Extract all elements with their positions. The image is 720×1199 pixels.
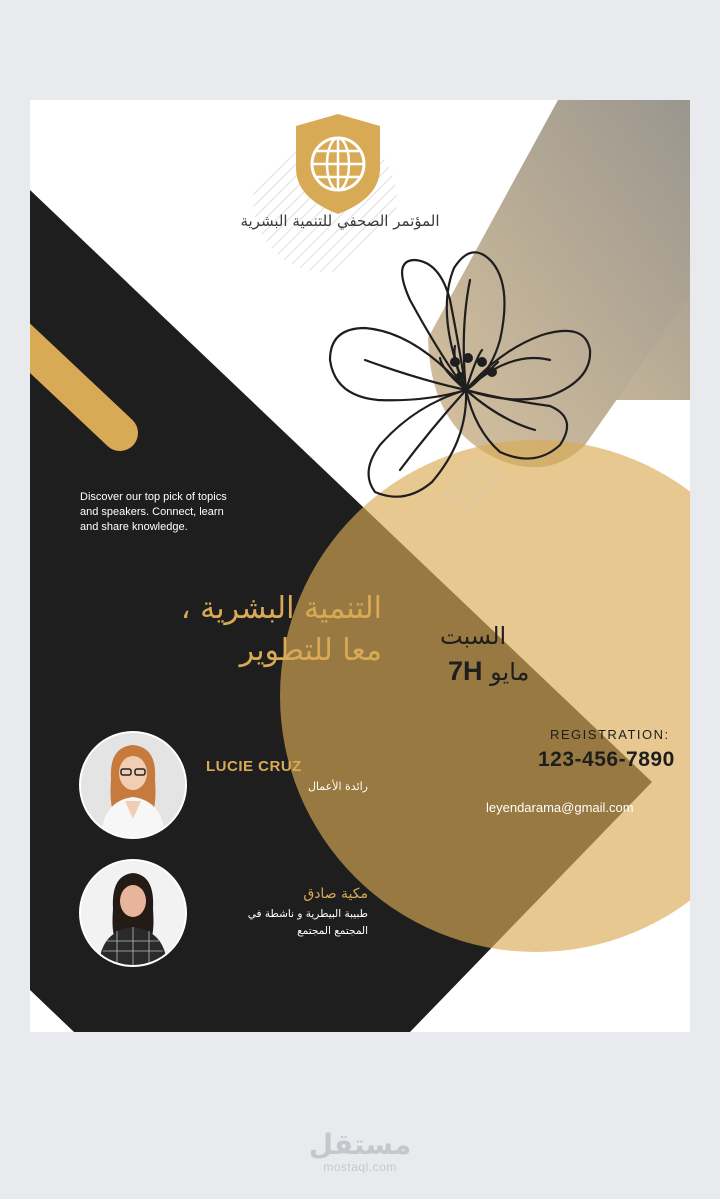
speaker-photo-woman-glasses <box>81 733 185 837</box>
event-day: السبت <box>440 622 507 650</box>
conference-title: المؤتمر الصحفي للتنمية البشرية <box>240 212 440 230</box>
event-hour: 7H <box>448 656 483 686</box>
event-time-month <box>448 656 529 687</box>
speaker-2-role: طبيبة البيطرية و ناشطة في المجتمع المجتمع <box>247 908 368 937</box>
watermark-latin: mostaql.com <box>323 1160 397 1174</box>
mostaql-watermark <box>0 1130 720 1174</box>
registration-email[interactable]: leyendarama@gmail.com <box>486 800 634 815</box>
registration-label: REGISTRATION: <box>550 727 670 742</box>
headline-line-1: التنمية البشرية ، <box>180 591 382 626</box>
speaker-1-avatar <box>79 731 187 839</box>
speaker-1-role: رائدة الأعمال <box>307 780 368 793</box>
headline <box>100 588 382 672</box>
intro-text: Discover our top pick of topics and speakers. Connect, learn and share knowledge. <box>80 491 227 533</box>
registration-phone[interactable]: 123-456-7890 <box>538 748 675 771</box>
speaker-2-name: مكية صادق <box>303 886 368 902</box>
event-month: مايو <box>490 658 530 686</box>
speaker-1-name: LUCIE CRUZ <box>206 758 302 775</box>
headline-line-2: معا للتطوير <box>239 633 382 668</box>
event-poster <box>30 100 690 1032</box>
speaker-2-avatar <box>79 859 187 967</box>
watermark-arabic: مستقل <box>308 1128 412 1161</box>
speaker-photo-woman-dark-hair <box>81 861 185 965</box>
